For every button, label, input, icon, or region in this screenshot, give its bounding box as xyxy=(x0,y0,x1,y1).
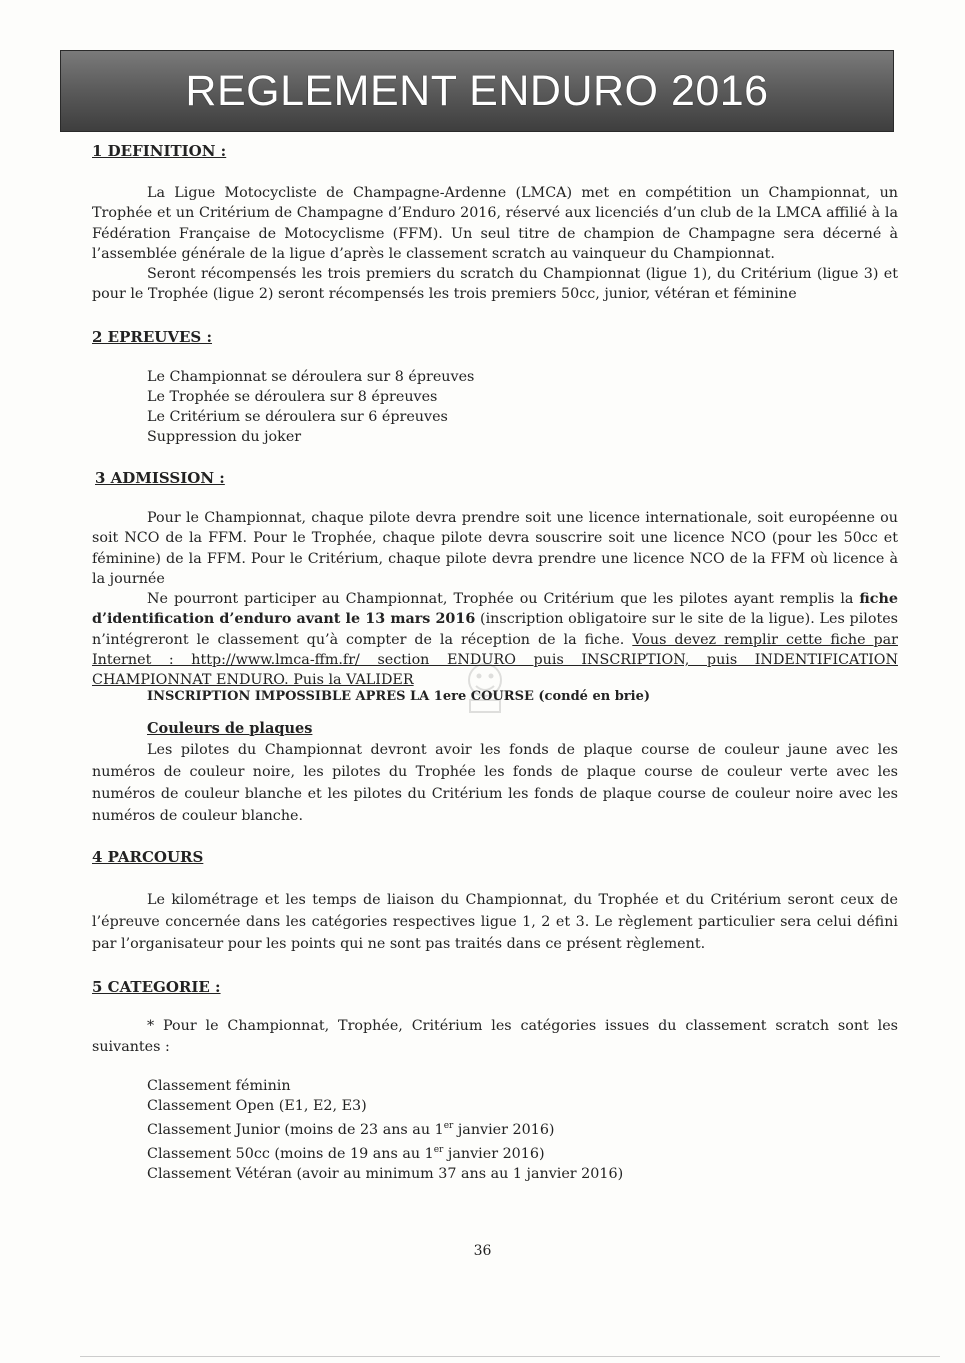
admission-p1-text: Pour le Championnat, chaque pilote devra prendre soit une licence internationale, soit européenne ou soit NCO de la FFM. Pour le Trophée, chaque pilote devra souscrire soit une licence NCO (pour les 50cc et féminine) de la FFM. Pour le Critérium, chaque pilote devra prendre une licence NCO de la FFM où licence à la journée xyxy=(92,510,898,587)
categorie-text: * Pour le Championnat, Trophée, Critérium les catégories issues du classement scratch sont les suivantes : xyxy=(92,1018,898,1055)
admission-p2-bold: fiche d’identification d’enduro avant le 13 mars 2016 xyxy=(92,591,898,628)
list-item: Classement Vétéran (avoir au minimum 37 ans au 1 janvier 2016) xyxy=(147,1165,624,1182)
title-banner xyxy=(60,50,894,132)
list-item: Le Championnat se déroulera sur 8 épreuves xyxy=(147,369,475,385)
definition-p1-text: La Ligue Motocycliste de Champagne-Ardenne (LMCA) met en compétition un Championnat, un Trophée et un Critérium de Champagne d’Enduro 2016, réservé aux licenciés d’un club de la LMCA affilié à la Fédération Française de Motocyclisme (FFM). Un seul titre de champion de Champagne sera décerné à l’assemblée générale de la ligue d’après le classement scratch au vainqueur du Championnat. xyxy=(92,185,898,262)
plates-heading: Couleurs de plaques xyxy=(147,720,313,737)
section-heading-epreuves: 2 EPREUVES : xyxy=(92,328,213,346)
plates-text: Les pilotes du Championnat devront avoir les fonds de plaque course de couleur jaune avec les numéros de couleur noire, les pilotes du Trophée les fonds de plaque course de couleur verte avec les numéros de couleur blanche et les pilotes du Critérium les fonds de plaque course de couleur noire avec les numéros de couleur blanche. xyxy=(92,742,898,824)
admission-p2-start: Ne pourront participer au Championnat, Trophée ou Critérium que les pilotes ayant remplis la xyxy=(147,591,860,607)
section-heading-definition: 1 DEFINITION : xyxy=(92,142,227,160)
definition-paragraph-1 xyxy=(92,183,898,264)
parcours-paragraph xyxy=(92,889,898,955)
registration-link[interactable]: Vous devez remplir cette fiche par Internet : http://www.lmca-ffm.fr/ section ENDURO puis INSCRIPTION, puis INDENTIFICATION CHAMPIONNAT ENDURO. Puis la VALIDER xyxy=(92,631,898,689)
list-item: Classement Junior (moins de 23 ans au 1er janvier 2016) xyxy=(147,1121,555,1138)
categorie-paragraph xyxy=(92,1016,898,1058)
list-item: Classement 50cc (moins de 19 ans au 1er janvier 2016) xyxy=(147,1144,545,1162)
list-item: Suppression du joker xyxy=(147,429,302,445)
stamp-icon xyxy=(462,658,508,716)
list-item: Le Trophée se déroulera sur 8 épreuves xyxy=(147,389,438,405)
list-item: Classement féminin xyxy=(147,1078,291,1094)
epreuves-list xyxy=(147,367,474,447)
page-title: REGLEMENT ENDURO 2016 xyxy=(185,66,769,115)
registration-warning: INSCRIPTION IMPOSSIBLE APRES LA 1ere COURSE (condé en brie) xyxy=(147,689,651,704)
section-heading-parcours: 4 PARCOURS xyxy=(92,848,204,866)
plates-paragraph xyxy=(92,739,898,827)
parcours-text: Le kilométrage et les temps de liaison du Championnat, du Trophée et du Critérium seront ceux de l’épreuve concernée dans les catégories respectives ligue 1, 2 et 3. Le règlement particulier sera celui défini par l’organisateur pour les points qui ne sont pas traités dans ce présent règlement. xyxy=(92,892,898,952)
section-heading-categorie: 5 CATEGORIE : xyxy=(92,978,221,996)
list-item: Classement Open (E1, E2, E3) xyxy=(147,1098,367,1114)
footer-divider xyxy=(80,1356,940,1357)
categorie-list xyxy=(147,1076,623,1184)
definition-paragraph-2 xyxy=(92,264,898,305)
page-number: 36 xyxy=(473,1243,492,1259)
list-item: Le Critérium se déroulera sur 6 épreuves xyxy=(147,409,448,425)
admission-paragraph-1 xyxy=(92,508,898,589)
admission-p2-mid: (inscription obligatoire sur le site de la ligue). Les pilotes n’intégreront le classement qu’à compter de la réception de la fiche. xyxy=(92,611,898,648)
section-heading-admission: 3 ADMISSION : xyxy=(95,469,225,487)
definition-p2-text: Seront récompensés les trois premiers du scratch du Championnat (ligue 1), du Critérium (ligue 3) et pour le Trophée (ligue 2) seront récompensés les trois premiers 50cc, junior, vétéran et féminine xyxy=(92,266,898,303)
